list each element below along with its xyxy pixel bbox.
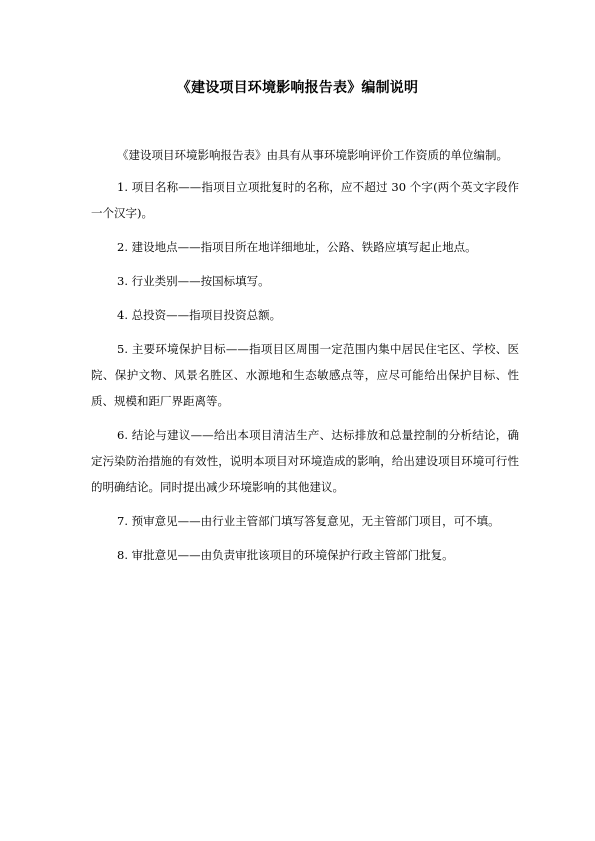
item-project-name: 1. 项目名称——指项目立项批复时的名称，应不超过 30 个字(两个英文字段作一个汉字)。 xyxy=(91,180,519,220)
page-title: 《建设项目环境影响报告表》编制说明 xyxy=(176,80,419,96)
item-pre-review: 7. 预审意见——由行业主管部门填写答复意见，无主管部门项目，可不填。 xyxy=(117,514,500,528)
item-protection-targets: 5. 主要环境保护目标——指项目区周围一定范围内集中居民住宅区、学校、医院、保护文物、风景名胜区、水源地和生态敏感点等，应尽可能给出保护目标、性质、规模和距厂界距离等。 xyxy=(91,342,519,408)
intro-paragraph: 《建设项目环境影响报告表》由具有从事环境影响评价工作资质的单位编制。 xyxy=(117,148,508,162)
item-industry-category: 3. 行业类别——按国标填写。 xyxy=(117,274,270,288)
item-total-investment: 4. 总投资——指项目投资总额。 xyxy=(117,308,282,322)
item-approval: 8. 审批意见——由负责审批该项目的环境保护行政主管部门批复。 xyxy=(117,548,454,562)
item-conclusions: 6. 结论与建议——给出本项目清洁生产、达标排放和总量控制的分析结论，确定污染防治措施的有效性，说明本项目对环境造成的影响，给出建设项目环境可行性的明确结论。同时提出减少环境影响的其他建议。 xyxy=(91,428,519,494)
document-body xyxy=(91,142,519,576)
item-construction-site: 2. 建设地点——指项目所在地详细地址，公路、铁路应填写起止地点。 xyxy=(117,240,477,254)
